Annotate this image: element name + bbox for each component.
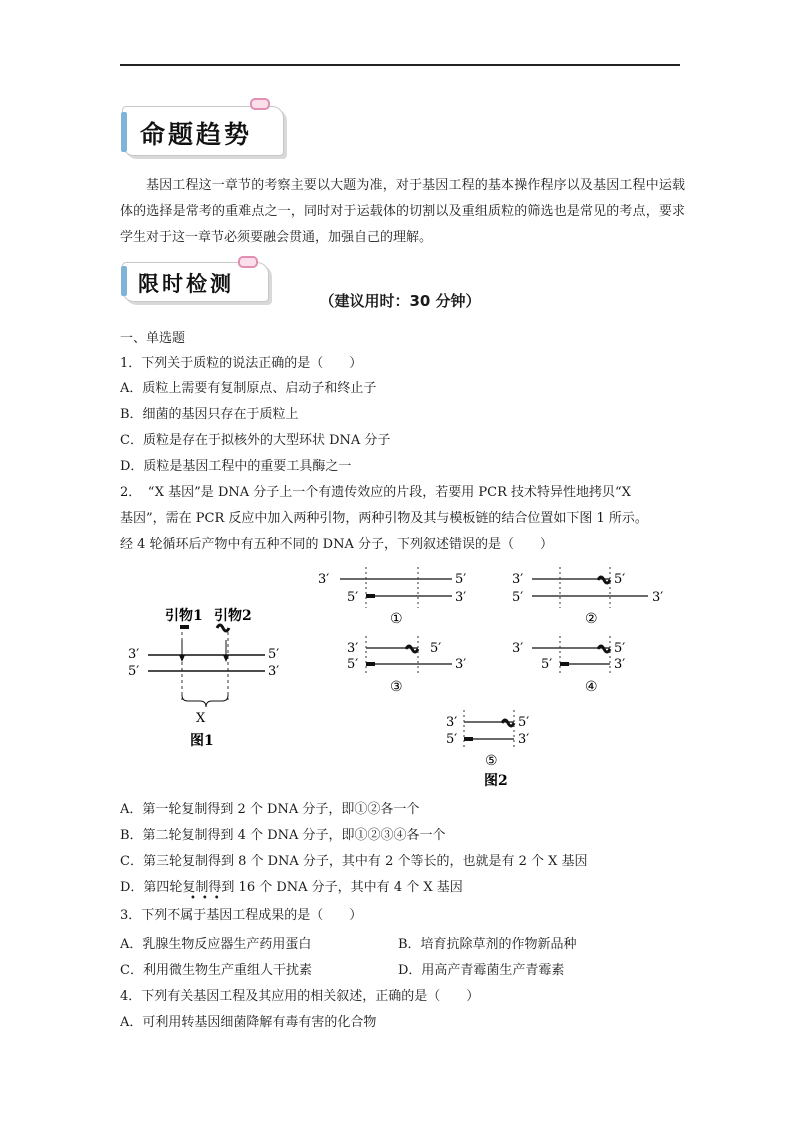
- figure-1: [128, 607, 279, 749]
- q1-option-a: A．质粒上需要有复制原点、启动子和终止子: [120, 381, 377, 396]
- figure-1-caption: 图1: [190, 733, 214, 749]
- x-label: X: [196, 711, 206, 726]
- q3-option-b: B．培育抗除草剂的作物新品种: [398, 937, 577, 952]
- q1-option-c: C．质粒是存在于拟核外的大型环状 DNA 分子: [120, 433, 391, 448]
- paperclip-icon: [238, 256, 258, 268]
- primer2-arrowhead: [223, 655, 229, 662]
- section-title-test: 限时检测: [138, 272, 234, 296]
- figure-2-item-1: [318, 567, 466, 627]
- q3-option-c: C．利用微生物生产重组人干扰素: [120, 963, 312, 978]
- f2-4-label: ④: [585, 679, 598, 695]
- intro-paragraph: 基因工程这一章节的考察主要以大题为准，对于基因工程的基本操作程序以及基因工程中运载体的选择是常考的重难点之一，同时对于运载体的切割以及重组质粒的筛选也是常见的考点，要求学生对于这一章节必须要融会贯通，加强自己的理解。: [120, 178, 685, 245]
- q2-option-b: B．第二轮复制得到 4 个 DNA 分子，即①②③④各一个: [120, 828, 446, 843]
- q3-option-a: A．乳腺生物反应器生产药用蛋白: [120, 937, 312, 952]
- part-title: 一、单选题: [120, 331, 186, 346]
- q2-option-a: A．第一轮复制得到 2 个 DNA 分子，即①②各一个: [120, 802, 420, 817]
- figure-2-item-3: [347, 636, 466, 695]
- primer1-mark: [180, 625, 189, 629]
- figure-2-caption: 图2: [484, 773, 508, 789]
- q1-stem: 1．下列关于质粒的说法正确的是（ ）: [120, 356, 363, 371]
- figure-2-item-5: [446, 710, 529, 769]
- f2-3-bot-right: 3′: [455, 657, 467, 672]
- f2-3-primer2: [406, 646, 418, 652]
- f2-4-top-left: 3′: [512, 641, 524, 656]
- f2-2-bot-right: 3′: [652, 590, 664, 605]
- f2-1-label: ①: [390, 611, 403, 627]
- primer1-arrowhead: [179, 655, 185, 662]
- q3-option-d: D．用高产青霉菌生产青霉素: [398, 963, 565, 978]
- f2-2-bot-left: 5′: [512, 590, 524, 605]
- q2-stem-line-3: 经 4 轮循环后产物中有五种不同的 DNA 分子，下列叙述错误的是（ ）: [120, 537, 553, 552]
- f2-4-bot-left: 5′: [541, 657, 553, 672]
- q2-stem-line-1: 2． “X 基因”是 DNA 分子上一个有遗传效应的片段，若要用 PCR 技术特异性地拷贝“X: [120, 485, 631, 500]
- q4-stem: 4．下列有关基因工程及其应用的相关叙述，正确的是（ ）: [120, 989, 480, 1004]
- f2-1-primer1: [366, 594, 375, 598]
- section-badge-trend: [122, 98, 297, 160]
- f2-3-top-left: 3′: [347, 641, 359, 656]
- f2-1-top-right: 5′: [455, 572, 467, 587]
- f2-4-bot-right: 3′: [614, 657, 626, 672]
- f2-2-top-right: 5′: [614, 572, 626, 587]
- f2-2-top-left: 3′: [512, 572, 524, 587]
- f2-2-label: ②: [585, 611, 598, 627]
- q3-stem: 3．下列不属于基因工程成果的是（ ）: [120, 908, 363, 923]
- f2-5-bot-right: 3′: [518, 732, 530, 747]
- q1-option-b: B．细菌的基因只存在于质粒上: [120, 407, 299, 422]
- f2-3-label: ③: [390, 679, 403, 695]
- q1-option-d: D．质粒是基因工程中的重要工具酶之一: [120, 459, 352, 474]
- emphasis-dots: •••: [190, 893, 226, 904]
- q2-stem-line-2: 基因”，需在 PCR 反应中加入两种引物，两种引物及其与模板链的结合位置如下图 1 所示。: [120, 511, 648, 526]
- f2-5-label: ⑤: [485, 753, 498, 769]
- f2-5-bot-left: 5′: [446, 732, 458, 747]
- f2-1-bot-right: 3′: [455, 590, 467, 605]
- f2-4-primer1: [560, 662, 569, 666]
- q2-option-c: C．第三轮复制得到 8 个 DNA 分子，其中有 2 个等长的，也就是有 2 个 X 基因: [120, 854, 588, 869]
- primer2-label: 引物2: [214, 608, 252, 624]
- top-rule: [120, 64, 680, 66]
- primer2-mark: [217, 625, 229, 631]
- f2-2-primer2: [598, 577, 610, 583]
- time-hint: （建议用时：30 分钟）: [319, 292, 481, 310]
- primer1-label: 引物1: [165, 608, 203, 624]
- f2-3-top-right: 5′: [430, 641, 442, 656]
- f1-bottom-right: 3′: [268, 664, 280, 679]
- f2-1-bot-left: 5′: [347, 590, 359, 605]
- f2-5-top-right: 5′: [518, 715, 530, 730]
- q2-option-d: D．第四轮复制得到 16 个 DNA 分子，其中有 4 个 X 基因: [120, 880, 463, 895]
- f2-4-top-right: 5′: [614, 641, 626, 656]
- x-brace: [182, 695, 228, 707]
- f2-3-primer1: [366, 662, 375, 666]
- f2-1-top-left: 3′: [318, 572, 330, 587]
- f2-3-bot-left: 5′: [347, 657, 359, 672]
- f2-5-primer1: [464, 737, 473, 741]
- f2-5-top-left: 3′: [446, 715, 458, 730]
- figure-2-item-4: [512, 636, 625, 695]
- f1-bottom-left: 5′: [128, 664, 140, 679]
- q4-option-a: A．可利用转基因细菌降解有毒有害的化合物: [120, 1015, 377, 1030]
- f2-5-primer2: [502, 720, 514, 726]
- section-title-trend: 命题趋势: [140, 120, 253, 149]
- f2-4-primer2: [598, 646, 610, 652]
- figure-2-item-2: [512, 567, 663, 627]
- f1-top-right: 5′: [268, 647, 280, 662]
- f1-top-left: 3′: [128, 647, 140, 662]
- paperclip-icon: [250, 98, 270, 110]
